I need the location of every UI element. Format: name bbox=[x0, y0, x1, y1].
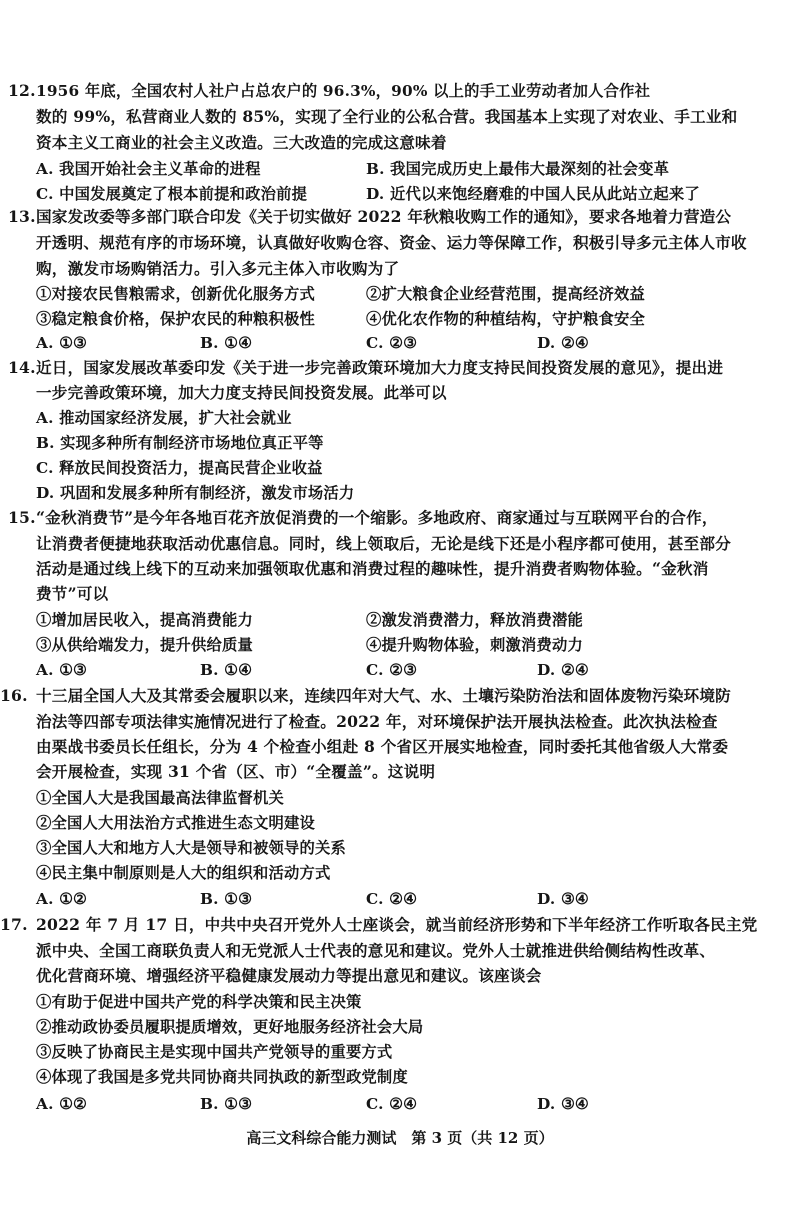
question-number: 17. bbox=[0, 915, 28, 934]
choice-d: D. ②④ bbox=[537, 334, 589, 352]
statement-3: ③全国人大和地方人大是领导和被领导的关系 bbox=[36, 839, 346, 857]
choice-c: C. ②④ bbox=[366, 890, 417, 908]
choice-a: A. ①② bbox=[36, 1095, 87, 1113]
choice-a: A. ①③ bbox=[36, 661, 87, 679]
choice-b: B. ①③ bbox=[200, 1095, 253, 1113]
choice-b: B. ①④ bbox=[200, 334, 253, 352]
choice-a: A. ①③ bbox=[36, 334, 87, 352]
statement-2: ②全国人大用法治方式推进生态文明建设 bbox=[36, 814, 315, 832]
question-stem-line: 2022 年 7 月 17 日，中共中央召开党外人士座谈会，就当前经济形势和下半年经济工作听取各民主党 bbox=[36, 915, 758, 934]
question-stem-line: 治法等四部专项法律实施情况进行了检查。2022 年，对环境保护法开展执法检查。此次执法检查 bbox=[36, 712, 718, 731]
question-stem-line: 优化营商环境、增强经济平稳健康发展动力等提出意见和建议。该座谈会 bbox=[36, 966, 542, 985]
question-stem-line: 开透明、规范有序的市场环境，认真做好收购仓容、资金、运力等保障工作，积极引导多元主体人市收 bbox=[36, 233, 747, 252]
option-b: B. 实现多种所有制经济市场地位真正平等 bbox=[36, 434, 324, 452]
statement-4: ④优化农作物的种植结构，守护粮食安全 bbox=[366, 310, 645, 328]
question-stem-line: 会开展检查，实现 31 个省（区、市）“全覆盖”。这说明 bbox=[36, 762, 436, 781]
choice-c: C. ②③ bbox=[366, 334, 417, 352]
statement-3: ③从供给端发力，提升供给质量 bbox=[36, 636, 253, 654]
question-stem-line: 一步完善政策环境，加大力度支持民间投资发展。此举可以 bbox=[36, 383, 447, 402]
choice-b: B. ①④ bbox=[200, 661, 253, 679]
page-footer: 高三文科综合能力测试 第 3 页（共 12 页） bbox=[246, 1129, 554, 1147]
question-stem-line: “金秋消费节”是今年各地百花齐放促消费的一个缩影。多地政府、商家通过与互联网平台的合作， bbox=[36, 508, 718, 527]
statement-4: ④提升购物体验，刺激消费动力 bbox=[366, 636, 583, 654]
question-number: 15. bbox=[8, 508, 36, 527]
choice-d: D. ③④ bbox=[537, 890, 589, 908]
option-b: B. 我国完成历史上最伟大最深刻的社会变革 bbox=[366, 160, 670, 178]
question-stem-line: 数的 99%，私营商业人数的 85%，实现了全行业的公私合营。我国基本上实现了对农业、手工业和 bbox=[36, 107, 738, 126]
question-number: 14. bbox=[8, 358, 36, 377]
statement-3: ③反映了协商民主是实现中国共产党领导的重要方式 bbox=[36, 1043, 393, 1061]
statement-2: ②扩大粮食企业经营范围，提高经济效益 bbox=[366, 285, 645, 303]
question-stem-line: 近日，国家发展改革委印发《关于进一步完善政策环境加大力度支持民间投资发展的意见》，提出进 bbox=[36, 358, 724, 377]
question-stem-line: 1956 年底，全国农村人社户占总农户的 96.3%，90% 以上的手工业劳动者加人合作社 bbox=[36, 82, 651, 100]
option-a: A. 推动国家经济发展，扩大社会就业 bbox=[36, 409, 292, 427]
choice-b: B. ①③ bbox=[200, 890, 253, 908]
option-a: A. 我国开始社会主义革命的进程 bbox=[36, 160, 261, 178]
question-number: 12. bbox=[8, 81, 36, 100]
statement-4: ④体现了我国是多党共同协商共同执政的新型政党制度 bbox=[36, 1068, 408, 1086]
statement-1: ①全国人大是我国最高法律监督机关 bbox=[36, 789, 284, 807]
statement-1: ①增加居民收入，提高消费能力 bbox=[36, 611, 253, 629]
choice-d: D. ②④ bbox=[537, 661, 589, 679]
question-stem-line: 国家发改委等多部门联合印发《关于切实做好 2022 年秋粮收购工作的通知》，要求各地着力营造公 bbox=[36, 207, 732, 226]
question-number: 13. bbox=[8, 207, 36, 226]
question-stem-line: 十三届全国人大及其常委会履职以来，连续四年对大气、水、土壤污染防治法和固体废物污染环境防 bbox=[36, 686, 731, 705]
question-stem-line: 活动是通过线上线下的互动来加强领取优惠和消费过程的趣味性，提升消费者购物体验。“金秋消 bbox=[36, 559, 709, 578]
option-c: C. 释放民间投资活力，提高民营企业收益 bbox=[36, 459, 323, 477]
choice-c: C. ②③ bbox=[366, 661, 417, 679]
choice-d: D. ③④ bbox=[537, 1095, 589, 1113]
question-number: 16. bbox=[0, 686, 28, 705]
statement-2: ②推动政协委员履职提质增效，更好地服务经济社会大局 bbox=[36, 1018, 424, 1036]
statement-1: ①有助于促进中国共产党的科学决策和民主决策 bbox=[36, 993, 362, 1011]
choice-a: A. ①② bbox=[36, 890, 87, 908]
option-d: D. 近代以来饱经磨难的中国人民从此站立起来了 bbox=[366, 185, 700, 203]
option-d: D. 巩固和发展多种所有制经济，激发市场活力 bbox=[36, 484, 355, 502]
question-stem-line: 让消费者便捷地获取活动优惠信息。同时，线上领取后，无论是线下还是小程序都可使用，甚至部分 bbox=[36, 534, 731, 553]
statement-1: ①对接农民售粮需求，创新优化服务方式 bbox=[36, 285, 315, 303]
option-c: C. 中国发展奠定了根本前提和政治前提 bbox=[36, 185, 308, 203]
question-stem-line: 资本主义工商业的社会主义改造。三大改造的完成这意味着 bbox=[36, 133, 447, 152]
question-stem-line: 派中央、全国工商联负责人和无党派人士代表的意见和建议。党外人士就推进供给侧结构性改革、 bbox=[36, 941, 716, 960]
statement-4: ④民主集中制原则是人大的组织和活动方式 bbox=[36, 864, 331, 882]
statement-2: ②激发消费潜力，释放消费潜能 bbox=[366, 611, 583, 629]
choice-c: C. ②④ bbox=[366, 1095, 417, 1113]
statement-3: ③稳定粮食价格，保护农民的种粮积极性 bbox=[36, 310, 315, 328]
question-stem-line: 购，激发市场购销活力。引入多元主体入市收购为了 bbox=[36, 259, 400, 278]
question-stem-line: 费节”可以 bbox=[36, 584, 109, 603]
question-stem-line: 由栗战书委员长任组长，分为 4 个检查小组赴 8 个省区开展实地检查，同时委托其他省级人大常委 bbox=[36, 737, 729, 756]
